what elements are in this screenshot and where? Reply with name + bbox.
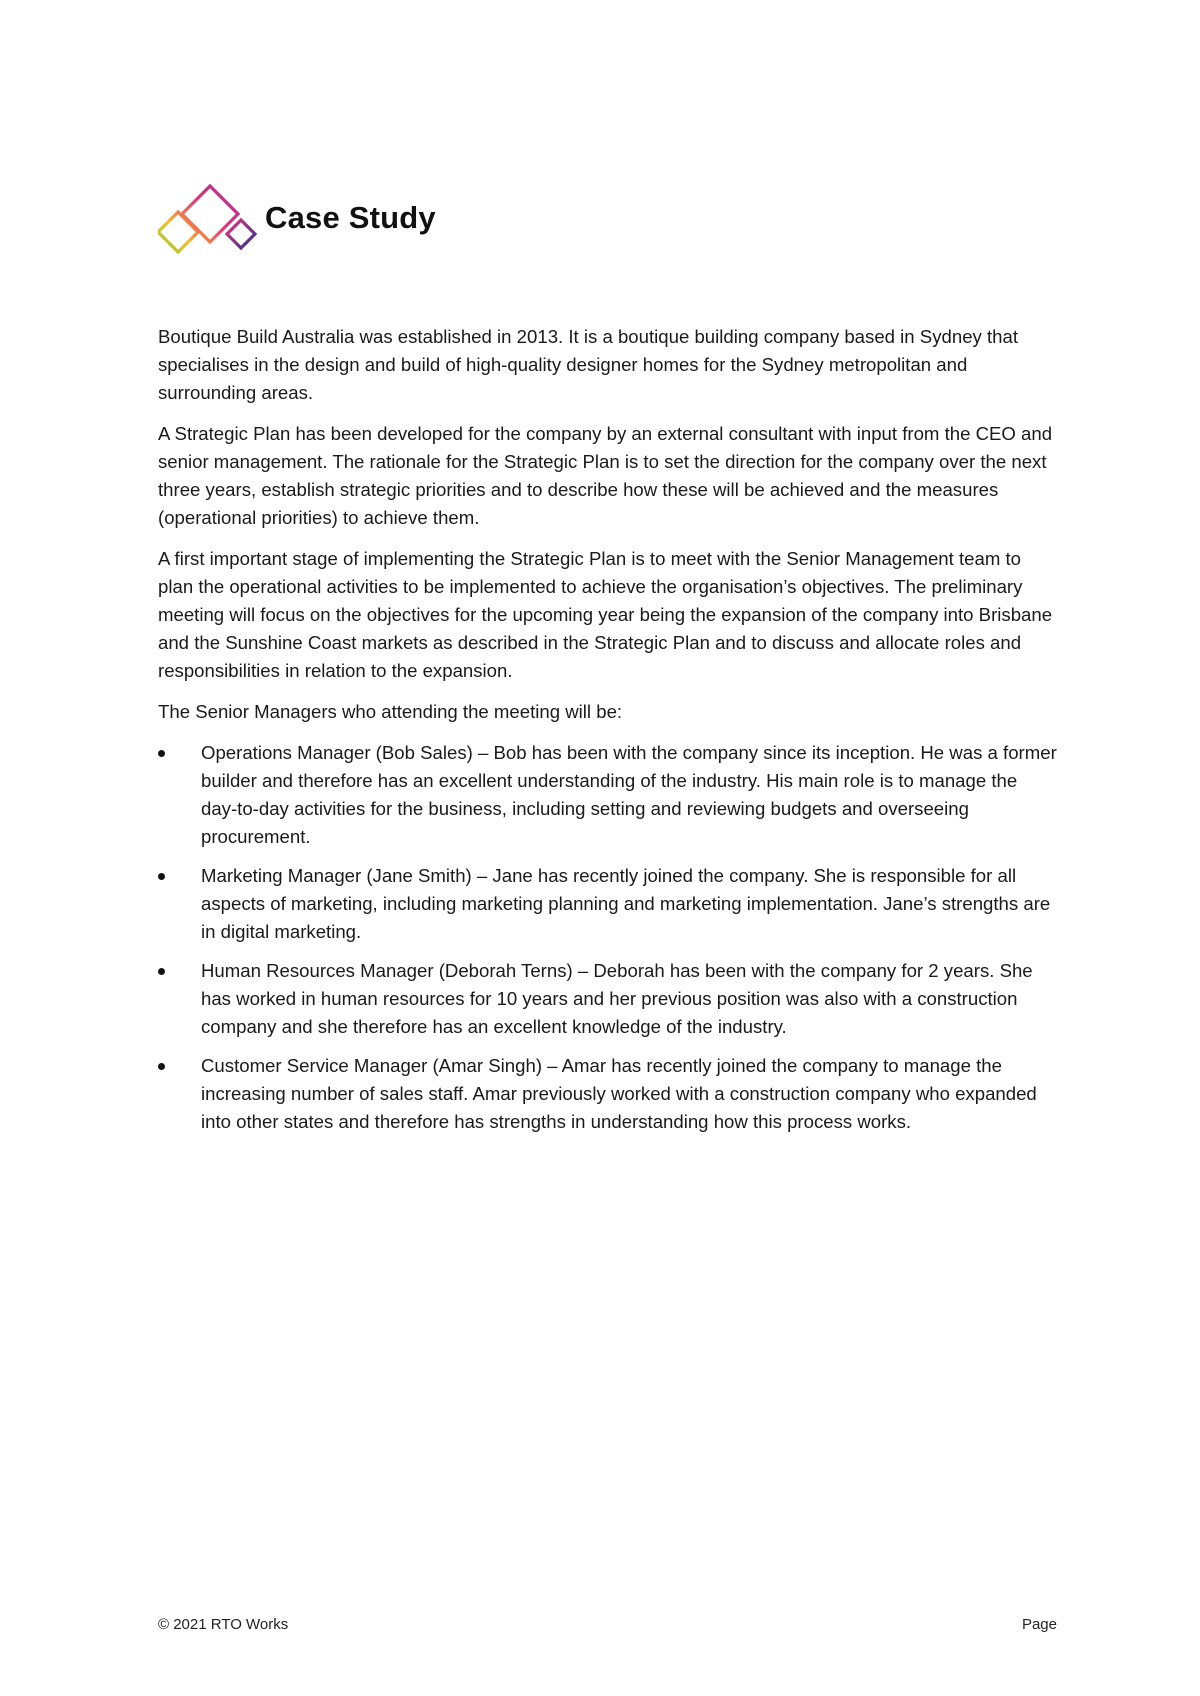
list-item-text: Operations Manager (Bob Sales) – Bob has been with the company since its inception. He was a former builder and therefore has an excellent understanding of the industry. His main role is to manage the day-to-day activities for the business, including setting and reviewing budgets and overseeing procurement. [201,742,1057,847]
bullet-icon [158,750,165,757]
list-item [158,1052,1058,1136]
list-item [158,862,1058,946]
paragraph-attendees-intro: The Senior Managers who attending the meeting will be: [158,701,623,722]
footer-page-label: Page [1021,1616,1057,1633]
diamond-logo-icon [158,182,258,258]
list-item [158,739,1058,851]
document-body [158,323,1058,1147]
list-item-text: Customer Service Manager (Amar Singh) – Amar has recently joined the company to manage the increasing number of sales staff. Amar previously worked with a construction company who expanded into other states and therefore has strengths in understanding how this process works. [201,1055,1037,1132]
paragraph-implementation: A first important stage of implementing the Strategic Plan is to meet with the Senior Management team to plan the operational activities to be implemented to achieve the organisation’s objectives. The preliminary meeting will focus on the objectives for the upcoming year being the expansion of the company into Brisbane and the Sunshine Coast markets as described in the Strategic Plan and to discuss and allocate roles and responsibilities in relation to the expansion. [158,548,1053,681]
case-study-heading [158,182,436,258]
paragraph-intro: Boutique Build Australia was established in 2013. It is a boutique building company based in Sydney that specialises in the design and build of high-quality designer homes for the Sydney metropolitan and surrounding areas. [158,326,1019,403]
paragraph-strategic-plan: A Strategic Plan has been developed for the company by an external consultant with input from the CEO and senior management. The rationale for the Strategic Plan is to set the direction for the company over the next three years, establish strategic priorities and to describe how these will be achieved and the measures (operational priorities) to achieve them. [158,423,1053,528]
footer-copyright: © 2021 RTO Works [158,1616,289,1633]
bullet-icon [158,1063,165,1070]
list-item-text: Marketing Manager (Jane Smith) – Jane has recently joined the company. She is responsible for all aspects of marketing, including marketing planning and marketing implementation. Jane’s strengths are in digital marketing. [201,865,1051,942]
list-item [158,957,1058,1041]
bullet-icon [158,873,165,880]
list-item-text: Human Resources Manager (Deborah Terns) – Deborah has been with the company for 2 years. She has worked in human resources for 10 years and her previous position was also with a construction company and she therefore has an excellent knowledge of the industry. [201,960,1033,1037]
senior-managers-list [158,739,1058,1136]
page-title: Case Study [265,200,436,235]
bullet-icon [158,968,165,975]
